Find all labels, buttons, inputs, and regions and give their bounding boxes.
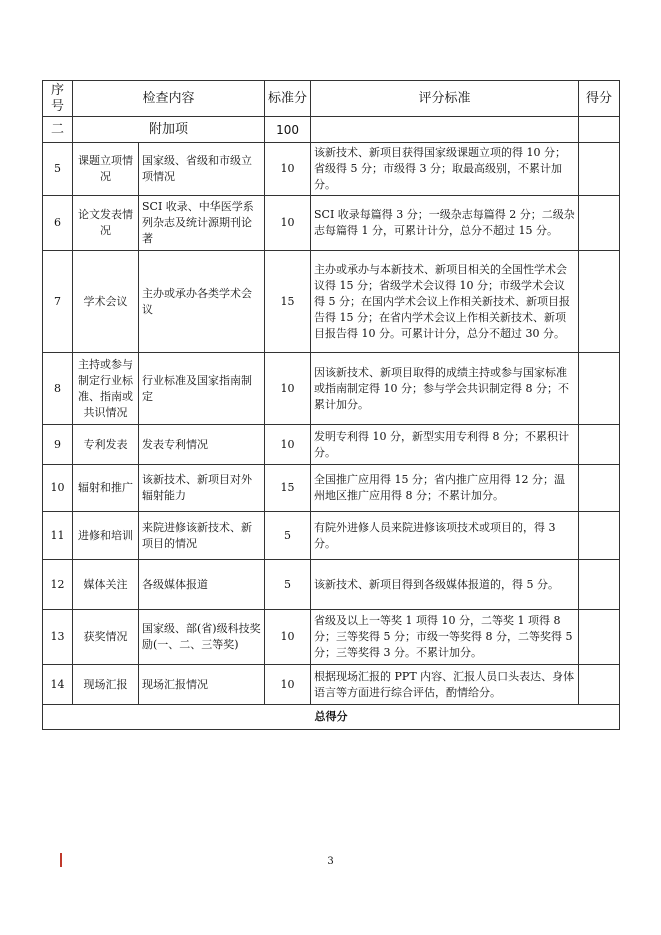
row-desc: 该新技术、新项目对外辐射能力 [139,465,265,512]
scoring-table [42,80,620,730]
row-score [579,465,620,512]
table-row [43,251,620,353]
row-desc: 发表专利情况 [139,425,265,465]
row-no: 14 [43,665,73,705]
row-criteria: 主办或承办与本新技术、新项目相关的全国性学术会议得 15 分；省级学术会议得 10 分；市级学术会议得 5 分；在国内学术会议上作相关新技术、新项目报告得 15 分；在省内学术会议上作相关新技术、新项目报告得 10 分。可累计计分，总分不超过 30 分。 [311,251,579,353]
row-criteria: 根据现场汇报的 PPT 内容、汇报人员口头表达、身体语言等方面进行综合评估，酌情给分。 [311,665,579,705]
row-standard: 10 [265,665,311,705]
row-criteria: SCI 收录每篇得 3 分；一级杂志每篇得 2 分；二级杂志每篇得 1 分，可累计计分，总分不超过 15 分。 [311,196,579,251]
row-desc: 主办或承办各类学术会议 [139,251,265,353]
row-score [579,353,620,425]
row-standard: 10 [265,610,311,665]
row-desc: 国家级、部(省)级科技奖励(一、二、三等奖) [139,610,265,665]
row-item: 课题立项情况 [73,143,139,196]
section-title: 附加项 [73,117,265,143]
row-standard: 5 [265,512,311,560]
row-standard: 5 [265,560,311,610]
row-criteria: 全国推广应用得 15 分；省内推广应用得 12 分；温州地区推广应用得 8 分；不累计加分。 [311,465,579,512]
row-no: 13 [43,610,73,665]
table-row [43,560,620,610]
row-criteria: 该新技术、新项目得到各级媒体报道的，得 5 分。 [311,560,579,610]
section-no: 二 [43,117,73,143]
row-criteria: 因该新技术、新项目取得的成绩主持或参与国家标准或指南制定得 10 分；参与学会共识制定得 8 分；不累计加分。 [311,353,579,425]
row-criteria: 该新技术、新项目获得国家级课题立项的得 10 分；省级得 5 分；市级得 3 分；取最高级别，不累计加分。 [311,143,579,196]
row-no: 9 [43,425,73,465]
header-standard: 标准分 [265,81,311,117]
total-row [43,705,620,730]
table-row [43,353,620,425]
row-score [579,425,620,465]
row-criteria: 省级及以上一等奖 1 项得 10 分，二等奖 1 项得 8 分；三等奖得 5 分；市级一等奖得 8 分，二等奖得 5 分；三等奖得 3 分。不累计加分。 [311,610,579,665]
total-label: 总得分 [43,705,620,730]
row-item: 媒体关注 [73,560,139,610]
row-criteria: 有院外进修人员来院进修该项技术或项目的，得 3 分。 [311,512,579,560]
row-criteria: 发明专利得 10 分，新型实用专利得 8 分；不累积计分。 [311,425,579,465]
row-no: 11 [43,512,73,560]
row-score [579,196,620,251]
row-item: 获奖情况 [73,610,139,665]
header-no: 序号 [43,81,73,117]
header-row [43,81,620,117]
row-desc: 行业标准及国家指南制定 [139,353,265,425]
header-content: 检查内容 [73,81,265,117]
row-score [579,560,620,610]
section-standard: 100 [265,117,311,143]
page-number: 3 [327,856,334,867]
row-desc: 现场汇报情况 [139,665,265,705]
row-item: 学术会议 [73,251,139,353]
table-row [43,425,620,465]
row-no: 7 [43,251,73,353]
section-score [579,117,620,143]
section-criteria [311,117,579,143]
row-score [579,665,620,705]
table-row [43,465,620,512]
row-no: 10 [43,465,73,512]
row-item: 现场汇报 [73,665,139,705]
section-row [43,117,620,143]
header-criteria: 评分标准 [311,81,579,117]
row-desc: 国家级、省级和市级立项情况 [139,143,265,196]
row-score [579,512,620,560]
row-item: 辐射和推广 [73,465,139,512]
row-standard: 10 [265,196,311,251]
row-standard: 10 [265,425,311,465]
row-standard: 10 [265,353,311,425]
row-standard: 10 [265,143,311,196]
row-score [579,251,620,353]
table-row [43,512,620,560]
table-row [43,665,620,705]
table-row [43,196,620,251]
row-item: 进修和培训 [73,512,139,560]
row-score [579,610,620,665]
table-row [43,143,620,196]
row-no: 12 [43,560,73,610]
row-score [579,143,620,196]
header-score: 得分 [579,81,620,117]
row-item: 论文发表情况 [73,196,139,251]
row-desc: 来院进修该新技术、新项目的情况 [139,512,265,560]
row-desc: 各级媒体报道 [139,560,265,610]
row-standard: 15 [265,465,311,512]
row-item: 专利发表 [73,425,139,465]
row-item: 主持或参与制定行业标准、指南或共识情况 [73,353,139,425]
row-no: 6 [43,196,73,251]
row-no: 8 [43,353,73,425]
table-row [43,610,620,665]
row-desc: SCI 收录、中华医学系列杂志及统计源期刊论著 [139,196,265,251]
row-standard: 15 [265,251,311,353]
row-no: 5 [43,143,73,196]
